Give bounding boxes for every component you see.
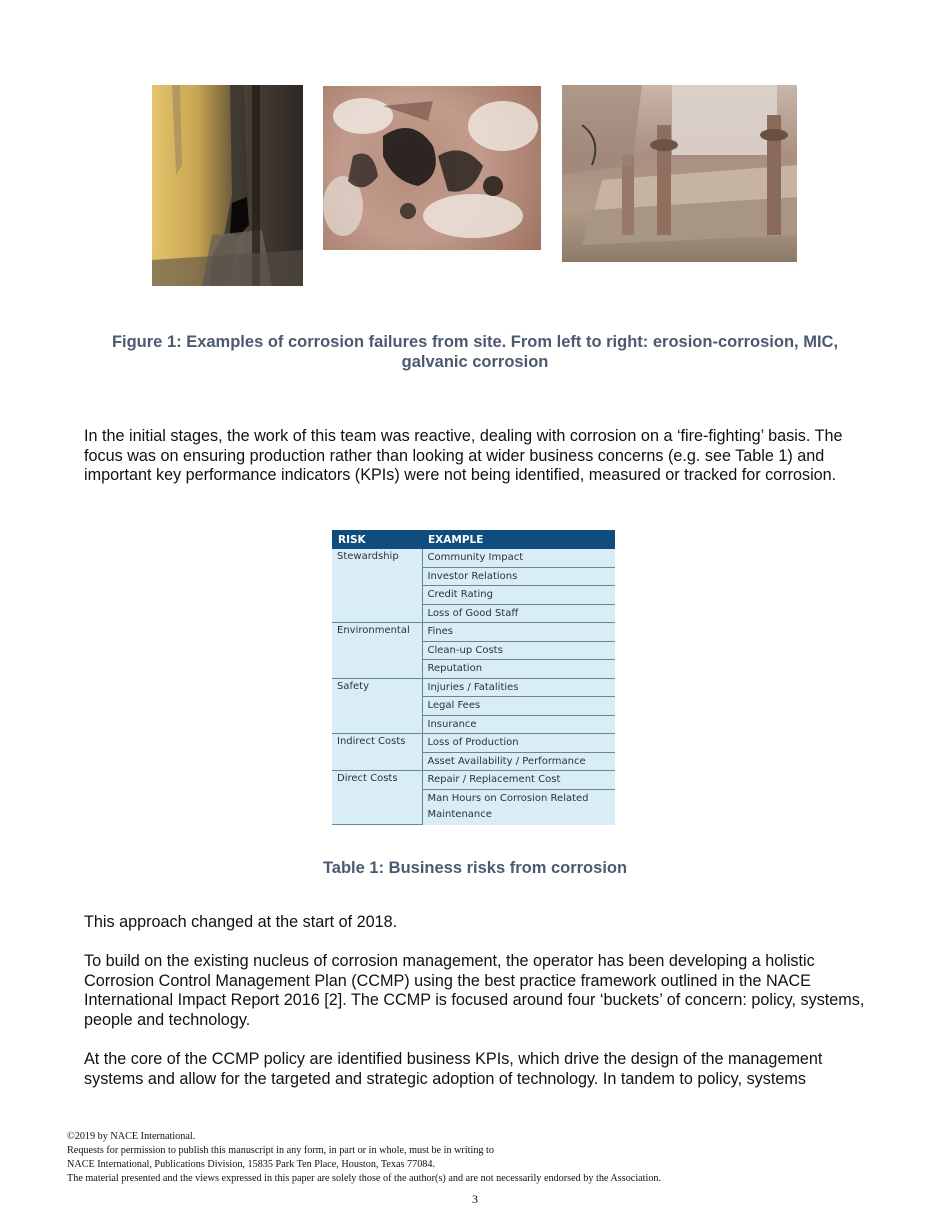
example-cell: Clean-up Costs xyxy=(422,641,615,660)
risk-cell: Safety xyxy=(332,678,422,734)
figure-caption-line2: galvanic corrosion xyxy=(401,353,549,371)
example-cell: Loss of Production xyxy=(422,734,615,753)
example-column-header: EXAMPLE xyxy=(422,530,615,549)
table-row xyxy=(332,678,615,697)
table-row xyxy=(332,549,615,567)
example-cell: Legal Fees xyxy=(422,697,615,716)
galvanic-corrosion-photo xyxy=(562,85,797,262)
risk-cell: Stewardship xyxy=(332,549,422,623)
risk-column-header: RISK xyxy=(332,530,422,549)
paragraph-1: In the initial stages, the work of this team was reactive, dealing with corrosion on a ‘fire-fighting’ basis. The focus was on ensuring production rather than looking at wider business concerns (e.g. see Table 1) and important key performance indicators (KPIs) were not being identified, measured or tracked for corrosion. xyxy=(84,427,843,484)
risk-table xyxy=(332,530,615,825)
table-caption: Table 1: Business risks from corrosion xyxy=(322,859,628,877)
risk-cell: Indirect Costs xyxy=(332,734,422,771)
table-row xyxy=(332,623,615,642)
example-cell: Man Hours on Corrosion Related Maintenance xyxy=(422,789,615,825)
example-cell: Investor Relations xyxy=(422,567,615,586)
paragraph-2: This approach changed at the start of 2018. xyxy=(84,913,398,931)
footer-line: ©2019 by NACE International. xyxy=(67,1131,196,1142)
page-number: 3 xyxy=(472,1192,478,1206)
example-cell: Injuries / Fatalities xyxy=(422,678,615,697)
figure-caption xyxy=(95,332,855,372)
footer-line: Requests for permission to publish this manuscript in any form, in part or in whole, must be in writing to xyxy=(67,1145,494,1156)
example-cell: Reputation xyxy=(422,660,615,679)
example-cell: Fines xyxy=(422,623,615,642)
mic-photo xyxy=(323,86,541,250)
example-cell: Asset Availability / Performance xyxy=(422,752,615,771)
paragraph-4: At the core of the CCMP policy are identified business KPIs, which drive the design of the management systems and allow for the targeted and strategic adoption of technology. In tandem to policy, systems xyxy=(84,1050,823,1088)
risk-cell: Direct Costs xyxy=(332,771,422,825)
risk-cell: Environmental xyxy=(332,623,422,679)
figure-caption-line1: Figure 1: Examples of corrosion failures from site. From left to right: erosion-corrosion, MIC, xyxy=(111,333,839,351)
copyright-footer xyxy=(67,1130,887,1186)
table-row xyxy=(332,771,615,790)
example-cell: Repair / Replacement Cost xyxy=(422,771,615,790)
example-cell: Community Impact xyxy=(422,549,615,567)
example-cell: Insurance xyxy=(422,715,615,734)
erosion-corrosion-photo xyxy=(152,85,303,286)
risk-table-header-row xyxy=(332,530,615,549)
footer-line: The material presented and the views expressed in this paper are solely those of the author(s) and are not necessarily endorsed by the Association. xyxy=(67,1173,662,1184)
footer-line: NACE International, Publications Division, 15835 Park Ten Place, Houston, Texas 77084. xyxy=(67,1159,436,1170)
example-cell: Loss of Good Staff xyxy=(422,604,615,623)
table-row xyxy=(332,734,615,753)
example-cell: Credit Rating xyxy=(422,586,615,605)
paragraph-3: To build on the existing nucleus of corrosion management, the operator has been developing a holistic Corrosion Control Management Plan (CCMP) using the best practice framework outlined in the NACE International Impact Report 2016 [2]. The CCMP is focused around four ‘buckets’ of concern: policy, systems, people and technology. xyxy=(84,952,865,1029)
